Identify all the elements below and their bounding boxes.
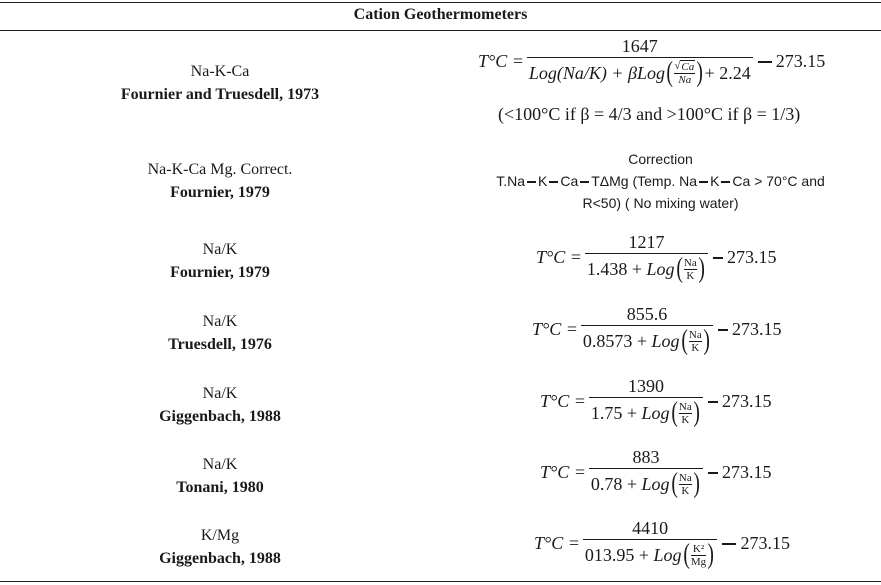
denominator-log: Log [651, 331, 680, 351]
correction-line: R<50) ( No mixing water) [582, 195, 739, 211]
method-author: Giggenbach, 1988 [159, 550, 281, 567]
table-row [0, 146, 881, 218]
header-rule [0, 30, 881, 31]
method-cell [0, 453, 440, 499]
left-paren-icon: ( [680, 325, 688, 356]
table-row [0, 376, 881, 436]
ratio-numerator: Na [678, 471, 692, 484]
formula-numerator: 4410 [632, 518, 669, 538]
dash-icon [699, 181, 708, 183]
ratio-denominator: K [681, 484, 690, 497]
ratio-fraction [689, 329, 702, 354]
method-author: Tonani, 1980 [176, 479, 264, 496]
minus-icon [708, 472, 718, 474]
formula-numerator: 855.6 [626, 304, 668, 324]
correction-line: T.Na K Ca TΔMg (Temp. Na K Ca > 70°C and [496, 173, 825, 189]
method-author: Fournier, 1979 [170, 184, 270, 201]
log-argument [680, 327, 711, 355]
ratio-fraction [679, 401, 692, 426]
formula-offset: 273.15 [722, 462, 772, 482]
ratio-denominator: Mg [690, 555, 707, 568]
denominator-constant: 0.8573 + [582, 331, 648, 351]
right-paren-icon: ) [693, 468, 700, 499]
formula-numerator: 883 [632, 447, 660, 467]
ratio-numerator: Ca [681, 61, 695, 73]
left-paren-icon: ( [670, 468, 678, 499]
ratio-numerator: Na [683, 256, 697, 269]
method-name: Na/K [202, 385, 238, 402]
formula [540, 447, 772, 498]
method-name: Na-K-Ca Mg. Correct. [147, 161, 293, 178]
formula-denominator [527, 58, 753, 87]
formula-offset: 273.15 [727, 247, 777, 267]
method-author: Fournier and Truesdell, 1973 [120, 86, 320, 103]
method-cell [0, 158, 440, 204]
log-argument [670, 399, 701, 427]
ratio-fraction [691, 543, 706, 568]
formula-numerator: 1390 [627, 376, 664, 396]
denominator-log: Log [641, 403, 670, 423]
left-paren-icon: ( [675, 253, 683, 284]
dash-icon [721, 181, 730, 183]
formula-denominator [589, 398, 703, 427]
right-paren-icon: ) [698, 253, 705, 284]
denominator-log: Log [637, 63, 666, 83]
formula-offset: 273.15 [740, 533, 790, 553]
ratio-denominator: K [691, 341, 700, 354]
log-argument [682, 541, 716, 569]
left-paren-icon: ( [682, 539, 690, 570]
log-argument [670, 470, 701, 498]
table-row [0, 447, 881, 507]
method-cell [0, 238, 440, 284]
ratio-denominator: K [681, 413, 690, 426]
formula-note: (<100°C if β = 4/3 and >100°C if β = 1/3) [498, 104, 801, 124]
method-cell [0, 524, 440, 570]
table-row [0, 232, 881, 292]
log-argument [675, 255, 706, 283]
formula-fraction [589, 376, 703, 427]
formula-fraction [581, 304, 713, 355]
denominator-constant: + 2.24 [704, 63, 751, 83]
ratio-denominator: Na [678, 74, 692, 86]
method-name: Na/K [202, 241, 238, 258]
table-title: Cation Geothermometers [353, 6, 528, 23]
correction-label: Correction [628, 151, 693, 167]
formula-fraction [589, 447, 703, 498]
formula-numerator: 1217 [628, 232, 665, 252]
minus-icon [713, 257, 723, 259]
denominator-log: Log [653, 545, 682, 565]
right-paren-icon: ) [693, 397, 700, 428]
formula-lhs: T°C = [540, 391, 586, 411]
method-author: Giggenbach, 1988 [159, 408, 281, 425]
ratio-numerator: Na [688, 328, 702, 341]
denominator-log-ratio: Log(Na/K) + [528, 63, 624, 83]
table-row [0, 304, 881, 364]
method-author: Fournier, 1979 [170, 264, 270, 281]
dash-icon [580, 181, 589, 183]
formula [534, 518, 790, 569]
ratio-numerator: K² [692, 542, 705, 555]
formula-lhs: T°C = [478, 51, 524, 71]
denominator-constant: 0.78 + [590, 474, 638, 494]
ratio-fraction [674, 60, 695, 86]
denominator-log: Log [646, 259, 675, 279]
method-name: Na-K-Ca [190, 63, 250, 80]
ratio-denominator: K [686, 269, 695, 282]
table-top-rule [0, 2, 881, 3]
minus-icon [758, 61, 772, 63]
right-paren-icon: ) [703, 325, 710, 356]
denominator-log: Log [641, 474, 670, 494]
formula-lhs: T°C = [536, 247, 582, 267]
method-cell [0, 310, 440, 356]
minus-icon [708, 401, 718, 403]
formula-fraction [583, 518, 718, 569]
correction-text [440, 148, 881, 214]
ratio-numerator: Na [678, 400, 692, 413]
right-paren-icon: ) [707, 539, 715, 570]
log-argument [665, 59, 705, 87]
formula [536, 232, 777, 283]
formula-lhs: T°C = [532, 319, 578, 339]
formula-lhs: T°C = [534, 533, 580, 553]
formula-denominator [581, 326, 713, 355]
minus-icon [722, 543, 736, 545]
table-row [0, 34, 881, 134]
method-cell [0, 60, 440, 106]
ratio-fraction [679, 472, 692, 497]
formula-offset: 273.15 [722, 391, 772, 411]
denominator-constant: 013.95 + [584, 545, 650, 565]
method-name: K/Mg [200, 527, 240, 544]
formula-offset: 273.15 [775, 51, 826, 71]
denominator-constant: 1.75 + [590, 403, 638, 423]
sqrt-icon: √ Ca [674, 60, 695, 73]
method-name: Na/K [202, 313, 238, 330]
formula-denominator [583, 540, 718, 569]
method-author: Truesdell, 1976 [168, 336, 272, 353]
right-paren-icon: ) [696, 57, 704, 88]
formula-denominator [585, 254, 708, 283]
method-cell [0, 382, 440, 428]
formula [540, 376, 772, 427]
formula [532, 304, 782, 355]
method-name: Na/K [202, 456, 238, 473]
formula-lhs: T°C = [540, 462, 586, 482]
formula-numerator: 1647 [621, 36, 658, 56]
formula-denominator [589, 469, 703, 498]
table-bottom-rule [0, 581, 881, 582]
left-paren-icon: ( [666, 57, 673, 88]
dash-icon [527, 181, 536, 183]
formula [478, 36, 825, 87]
beta-symbol: β [628, 63, 638, 83]
denominator-constant: 1.438 + [586, 259, 643, 279]
ratio-fraction [684, 257, 697, 282]
formula-fraction [585, 232, 708, 283]
formula-fraction [527, 36, 753, 87]
dash-icon [549, 181, 558, 183]
minus-icon [718, 329, 728, 331]
table-row [0, 518, 881, 578]
formula-offset: 273.15 [732, 319, 782, 339]
left-paren-icon: ( [670, 397, 678, 428]
